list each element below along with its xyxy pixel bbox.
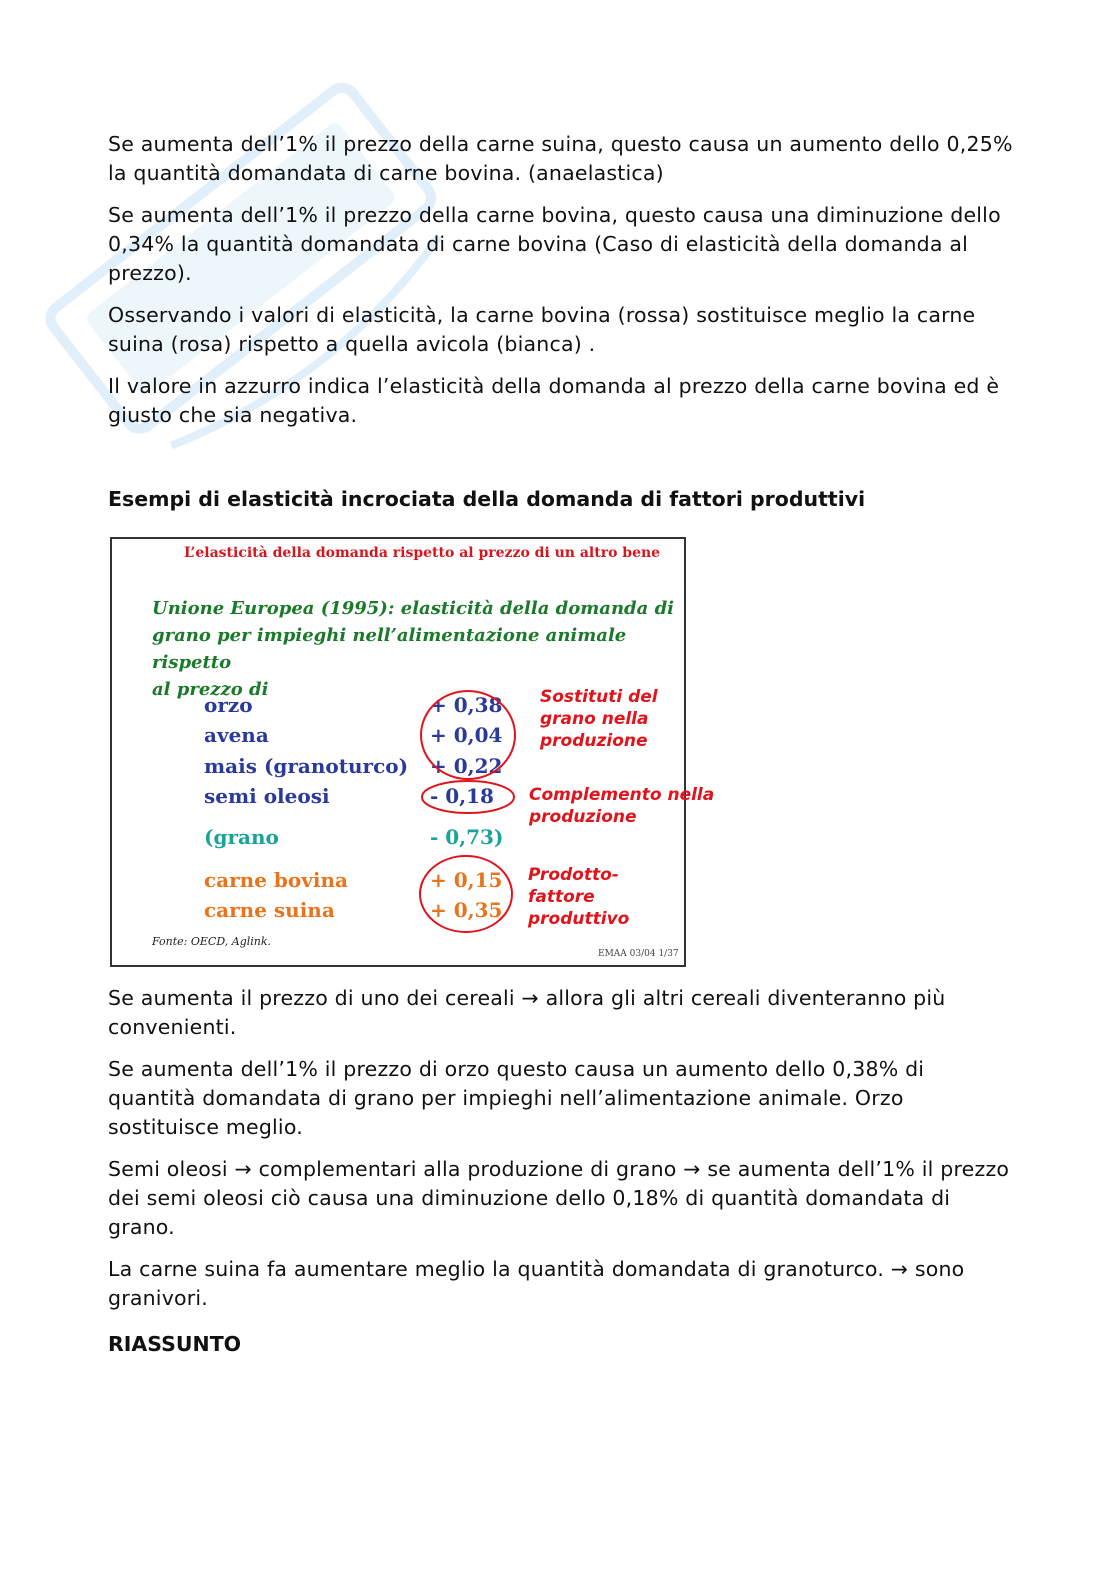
elasticity-slide-figure [110, 537, 715, 967]
paragraph: Se aumenta dell’1% il prezzo di orzo questo causa un aumento dello 0,38% di quantità domandata di grano per impieghi nell’alimentazione animale. Orzo sostituisce meglio. [108, 1057, 925, 1139]
section-heading: Esempi di elasticità incrociata della domanda di fattori produttivi [108, 487, 866, 511]
row-label-semi-oleosi: semi oleosi [204, 784, 330, 808]
row-value-carne-suina: + 0,35 [430, 898, 503, 922]
row-label-carne-bovina: carne bovina [204, 868, 348, 892]
row-label-avena: avena [204, 723, 269, 747]
slide-source: Fonte: OECD, Aglink. [152, 935, 272, 948]
paragraph: Se aumenta dell’1% il prezzo della carne suina, questo causa un aumento dello 0,25% la quantità domandata di carne bovina. (anaelastica) [108, 132, 1013, 185]
row-value-mais: + 0,22 [430, 754, 503, 778]
note-substitutes: Sostituti del grano nella produzione [540, 687, 658, 751]
paragraph: La carne suina fa aumentare meglio la quantità domandata di granoturco. → sono granivori. [108, 1257, 965, 1310]
row-value-carne-bovina: + 0,15 [430, 868, 503, 892]
paragraph: Semi oleosi → complementari alla produzione di grano → se aumenta dell’1% il prezzo dei semi oleosi ciò causa una diminuzione dello 0,18% di quantità domandata di grano. [108, 1157, 1010, 1239]
slide-code: EMAA 03/04 1/37 [598, 949, 679, 959]
top-paragraphs [108, 130, 1018, 443]
paragraph: Se aumenta dell’1% il prezzo della carne bovina, questo causa una diminuzione dello 0,34% la quantità domandata di carne bovina (Caso di elasticità della domanda al prezzo). [108, 203, 1001, 285]
paragraph: Se aumenta il prezzo di uno dei cereali → allora gli altri cereali diventeranno più convenienti. [108, 986, 946, 1039]
row-value-semi-oleosi: - 0,18 [430, 784, 494, 808]
slide-title: L’elasticità della domanda rispetto al prezzo di un altro bene [184, 545, 661, 561]
note-complement: Complemento nella produzione [529, 785, 715, 827]
row-value-orzo: + 0,38 [430, 693, 503, 717]
summary-heading: RIASSUNTO [108, 1332, 242, 1356]
row-label-orzo: orzo [204, 693, 253, 717]
paragraph: Osservando i valori di elasticità, la carne bovina (rossa) sostituisce meglio la carne suina (rosa) rispetto a quella avicola (bianca) . [108, 303, 976, 356]
slide-intro: Unione Europea (1995): elasticità della domanda di grano per impieghi nell’alimentazione animale rispetto al prezzo di [152, 598, 674, 700]
bottom-paragraphs [108, 984, 1018, 1326]
paragraph: Il valore in azzurro indica l’elasticità della domanda al prezzo della carne bovina ed è giusto che sia negativa. [108, 374, 1000, 427]
row-value-avena: + 0,04 [430, 723, 503, 747]
row-value-grano: - 0,73) [430, 825, 504, 849]
note-product-factor: Prodotto- fattore produttivo [528, 865, 630, 929]
row-label-grano: (grano [204, 825, 279, 849]
row-label-mais: mais (granoturco) [204, 754, 409, 778]
row-label-carne-suina: carne suina [204, 898, 335, 922]
